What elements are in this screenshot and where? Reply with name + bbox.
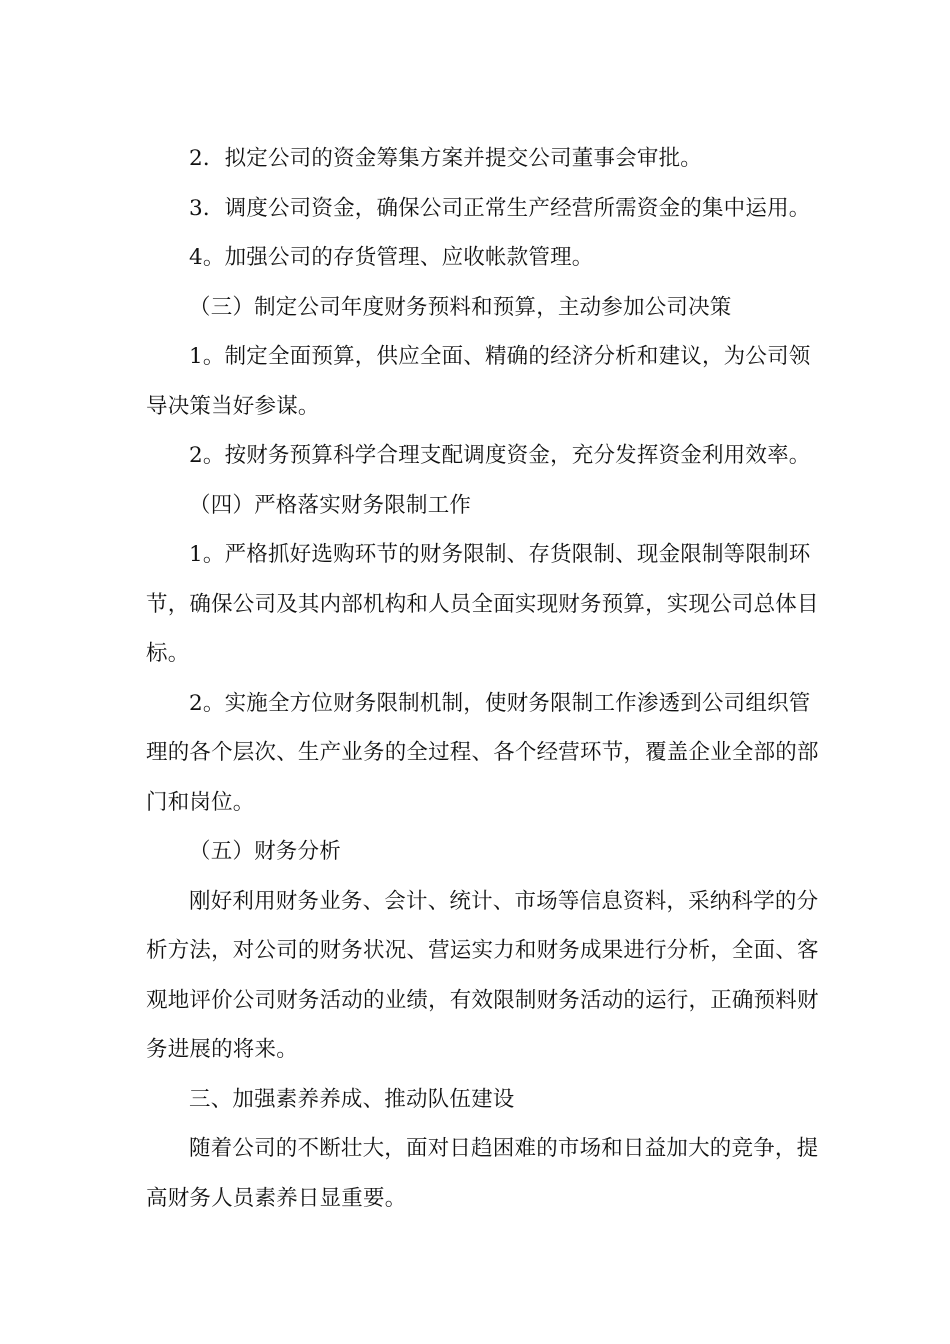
paragraph-comprehensive-budget: 1。制定全面预算，供应全面、精确的经济分析和建议，为公司领导决策当好参谋。 (146, 344, 811, 419)
section-heading-financial-analysis: （五）财务分析 (189, 839, 341, 864)
paragraph-procurement-control: 1。严格抓好选购环节的财务限制、存货限制、现金限制等限制环节，确保公司及其内部机构和人员全面实现财务预算，实现公司总体目标。 (146, 542, 819, 666)
paragraph-analysis-method: 刚好利用财务业务、会计、统计、市场等信息资料，采纳科学的分析方法，对公司的财务状况、营运实力和财务成果进行分析，全面、客观地评价公司财务活动的业绩，有效限制财务活动的运行，正确预料财务进展的将来。 (146, 888, 819, 1062)
section-heading-financial-control: （四）严格落实财务限制工作 (189, 492, 472, 518)
paragraph-control-mechanism: 2。实施全方位财务限制机制，使财务限制工作渗透到公司组织管理的各个层次、生产业务的全过程、各个经营环节，覆盖企业全部的部门和岗位。 (146, 690, 819, 815)
paragraph-fund-raising-plan: 2．拟定公司的资金筹集方案并提交公司董事会审批。 (189, 146, 702, 171)
section-heading-budget: （三）制定公司年度财务预料和预算，主动参加公司决策 (189, 294, 732, 320)
paragraph-inventory-receivables: 4。加强公司的存货管理、应收帐款管理。 (189, 245, 594, 270)
paragraph-staff-quality: 随着公司的不断壮大，面对日趋困难的市场和日益加大的竞争，提高财务人员素养日显重要。 (146, 1136, 819, 1211)
paragraph-fund-allocation: 2。按财务预算科学合理支配调度资金，充分发挥资金利用效率。 (189, 443, 811, 468)
document-body (146, 134, 826, 1223)
paragraph-fund-dispatch: 3．调度公司资金，确保公司正常生产经营所需资金的集中运用。 (189, 195, 811, 221)
section-heading-team-building: 三、加强素养养成、推动队伍建设 (189, 1086, 515, 1112)
